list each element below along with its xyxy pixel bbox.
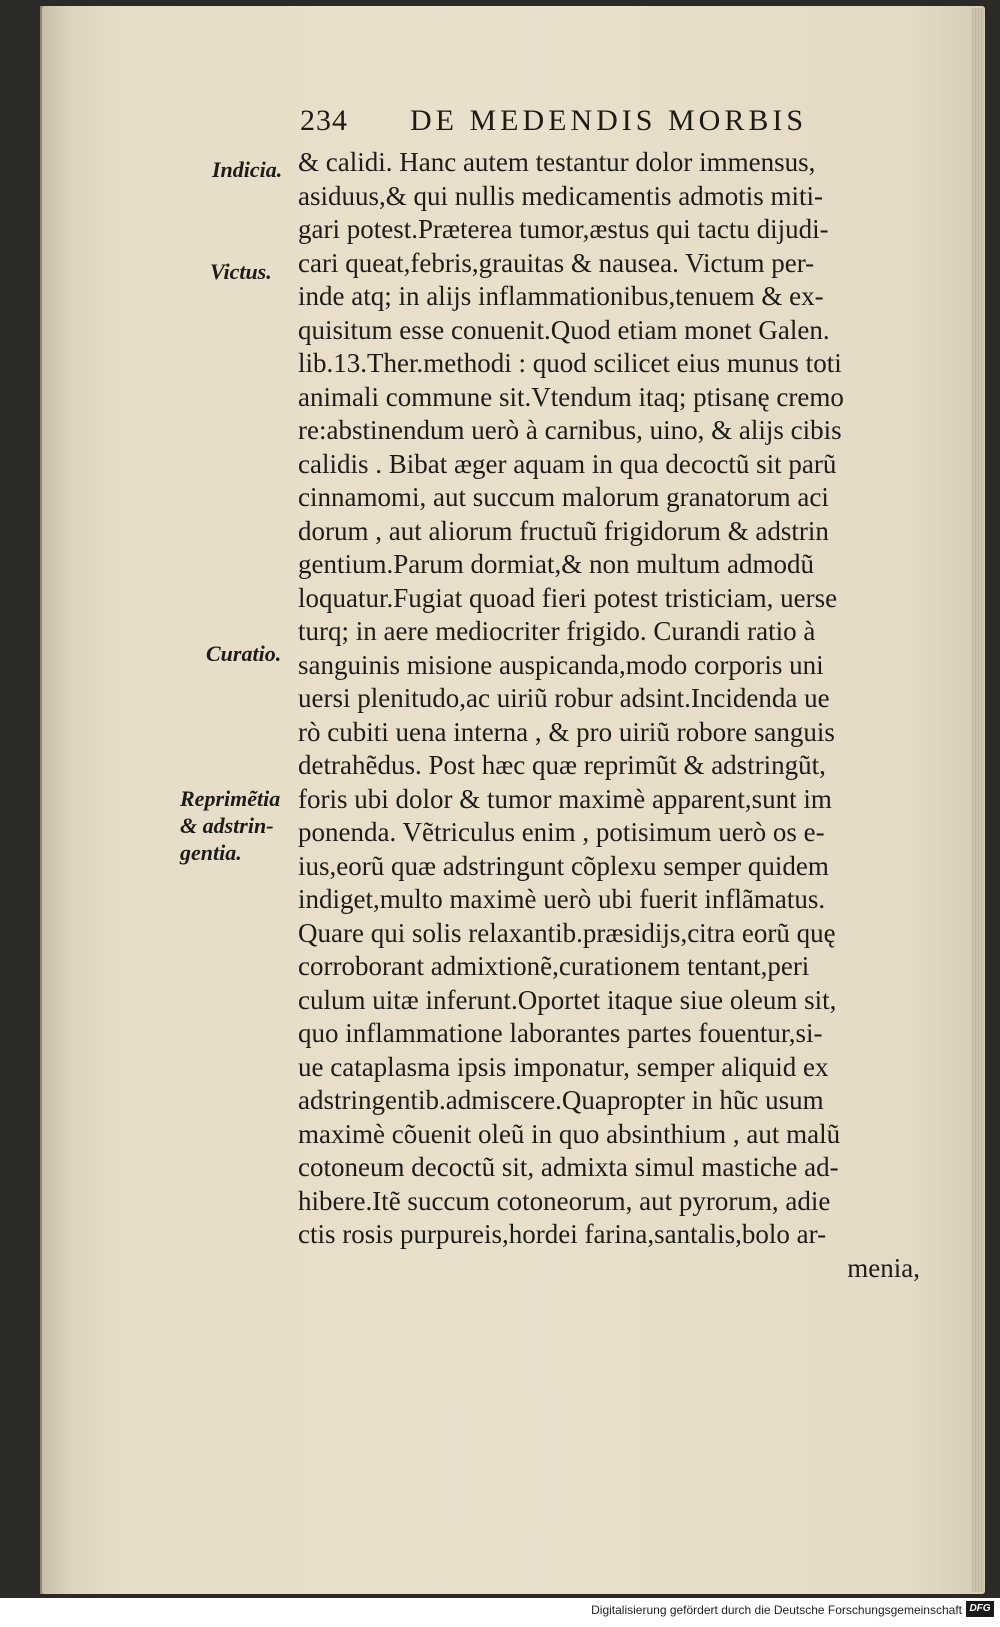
text-line: loquatur.Fugiat quoad fieri potest tristiciam, uerse [298, 582, 838, 613]
text-line: corroborant admixtionẽ,curationem tentant,peri [298, 951, 810, 981]
text-line: gari potest.Præterea tumor,æstus qui tactu dijudi- [298, 214, 829, 244]
text-line: Quare qui solis relaxantib.præsidijs,citra eorũ quę [298, 917, 836, 948]
text-line: calidis . Bibat æger aquam in qua decoctũ sit parũ [298, 448, 837, 479]
text-line: cinnamomi, aut succum malorum granatorum aci [298, 482, 829, 512]
text-line: foris ubi dolor & tumor maximè apparent,sunt im [298, 783, 832, 814]
text-line: ctis rosis purpureis,hordei farina,santalis,bolo ar- [298, 1219, 827, 1249]
text-line: ponenda. Vẽtriculus enim , potisimum uerò os e- [298, 817, 825, 847]
text-line: maximè cõuenit oleũ in quo absinthium , aut malũ [298, 1118, 841, 1149]
text-line: cari queat,febris,grauitas & nausea. Victum per- [298, 247, 815, 278]
dfg-logo: DFG [966, 1601, 994, 1617]
marginal-note-victus [210, 258, 272, 285]
text-line: adstringentib.admiscere.Quapropter in hũc usum [298, 1085, 824, 1115]
text-line: ius,eorũ quæ adstringunt cõplexu semper quidem [298, 850, 829, 881]
marginal-note-line: Victus. [210, 259, 272, 284]
text-line: indiget,multo maximè uerò ubi fuerit inflãmatus. [298, 884, 826, 914]
text-line: uersi plenitudo,ac uiriũ robur adsint.Incidenda ue [298, 683, 830, 713]
body-text [298, 146, 938, 1285]
text-line: detrahẽdus. Post hæc quæ reprimũt & adstringũt, [298, 750, 826, 780]
text-line: sanguinis misione auspicanda,modo corporis uni [298, 649, 824, 680]
marginal-note-indicia [212, 156, 282, 183]
text-line: culum uitæ inferunt.Oportet itaque siue oleum sit, [298, 984, 837, 1015]
text-line: quisitum esse conuenit.Quod etiam monet Galen. [298, 314, 830, 345]
funding-credit: Digitalisierung gefördert durch die Deutsche Forschungsgemeinschaft [591, 1603, 962, 1617]
page-header [300, 104, 860, 144]
text-line: & calidi. Hanc autem testantur dolor immensus, [298, 147, 816, 177]
digitization-footer [0, 1598, 1000, 1627]
text-line: quo inflammatione laborantes partes fouentur,si- [298, 1018, 823, 1048]
text-line: turq; in aere mediocriter frigido. Curandi ratio à [298, 616, 816, 646]
text-line: dorum , aut aliorum fructuũ frigidorum & adstrin [298, 515, 829, 546]
text-line: rò cubiti uena interna , & pro uiriũ robore sanguis [298, 716, 835, 747]
marginal-note-line: Reprimẽtia [180, 786, 281, 811]
text-line: animali commune sit.Vtendum itaq; ptisanę cremo [298, 381, 844, 412]
marginal-note-line: & adstrin- [180, 813, 274, 838]
text-line: hibere.Itẽ succum cotoneorum, aut pyrorum, adie [298, 1185, 831, 1216]
text-line: asiduus,& qui nullis medicamentis admotis miti- [298, 180, 823, 211]
text-line: gentium.Parum dormiat,& non multum admodũ [298, 549, 814, 579]
text-line: ue cataplasma ipsis imponatur, semper aliquid ex [298, 1051, 829, 1082]
text-line-catchword: menia, [847, 1252, 920, 1283]
text-line: inde atq; in alijs inflammationibus,tenuem & ex- [298, 281, 824, 311]
text-line: cotoneum decoctũ sit, admixta simul mastiche ad- [298, 1152, 839, 1182]
marginal-note-line: Curatio. [206, 641, 282, 666]
marginal-note-curatio [206, 640, 281, 667]
text-line: lib.13.Ther.methodi : quod scilicet eius munus toti [298, 348, 842, 378]
text-line: re:abstinendum uerò à carnibus, uino, & alijs cibis [298, 415, 842, 445]
running-title: DE MEDENDIS MORBIS [410, 104, 808, 137]
page-fore-edge [972, 8, 984, 1592]
marginal-note-line: Indicia. [212, 157, 283, 182]
marginal-note-reprimentia [180, 785, 280, 866]
page-number: 234 [300, 104, 348, 137]
marginal-note-line: gentia. [180, 840, 242, 865]
